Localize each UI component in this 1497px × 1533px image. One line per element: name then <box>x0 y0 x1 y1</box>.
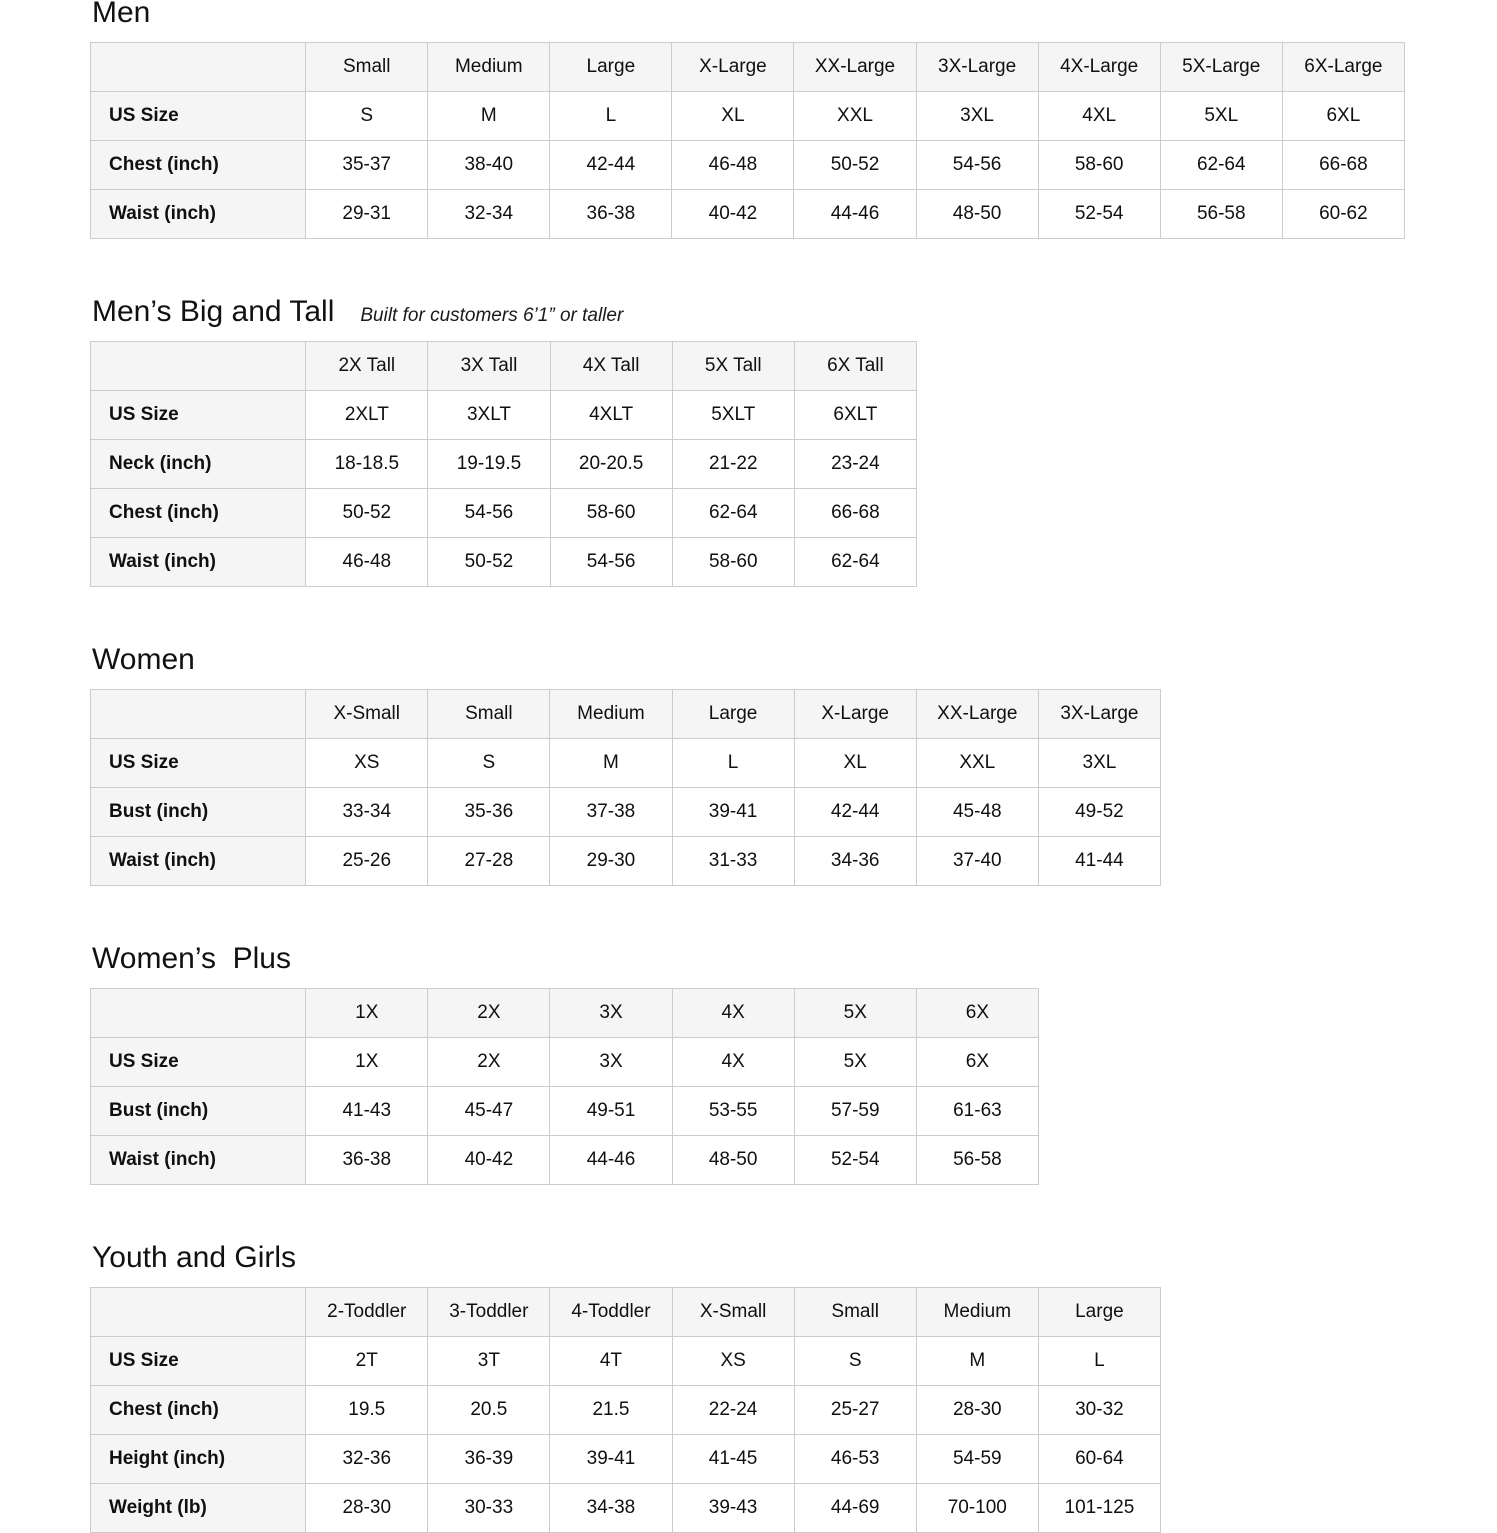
size-cell: 33-34 <box>306 788 428 837</box>
size-cell: 49-52 <box>1038 788 1160 837</box>
section-title-row <box>92 942 1497 975</box>
row-label: Waist (inch) <box>91 538 306 587</box>
size-cell: S <box>306 92 428 141</box>
column-header: Small <box>306 43 428 92</box>
size-cell: 56-58 <box>1160 190 1282 239</box>
size-cell: 46-53 <box>794 1435 916 1484</box>
column-header: Large <box>1038 1288 1160 1337</box>
size-cell: M <box>428 92 550 141</box>
column-header: 4X-Large <box>1038 43 1160 92</box>
size-cell: 34-38 <box>550 1484 672 1533</box>
column-header: Medium <box>428 43 550 92</box>
size-cell: 18-18.5 <box>306 440 428 489</box>
corner-cell <box>91 1288 306 1337</box>
size-cell: 25-27 <box>794 1386 916 1435</box>
women-size-table <box>90 689 1161 886</box>
size-cell: XXL <box>794 92 916 141</box>
youth-and-girls-size-table <box>90 1287 1161 1533</box>
column-header: 4-Toddler <box>550 1288 672 1337</box>
size-cell: 28-30 <box>916 1386 1038 1435</box>
column-header: 6X <box>916 989 1038 1038</box>
size-cell: 2T <box>306 1337 428 1386</box>
column-header: 2-Toddler <box>306 1288 428 1337</box>
section-subtitle-mens-big-and-tall: Built for customers 6’1” or taller <box>360 305 624 326</box>
size-cell: 54-56 <box>550 538 672 587</box>
size-cell: S <box>428 739 550 788</box>
section-title-women: Women <box>92 643 195 676</box>
size-cell: 1X <box>306 1038 428 1087</box>
size-cell: 44-69 <box>794 1484 916 1533</box>
column-header: XX-Large <box>916 690 1038 739</box>
size-cell: 5XLT <box>672 391 794 440</box>
size-cell: 52-54 <box>794 1136 916 1185</box>
size-cell: 25-26 <box>306 837 428 886</box>
size-cell: 3XL <box>916 92 1038 141</box>
table-row <box>91 190 1405 239</box>
size-cell: 21-22 <box>672 440 794 489</box>
size-cell: 35-36 <box>428 788 550 837</box>
column-header-row <box>91 690 1161 739</box>
row-label: Height (inch) <box>91 1435 306 1484</box>
table-row <box>91 391 917 440</box>
size-cell: 2XLT <box>306 391 428 440</box>
size-cell: XS <box>672 1337 794 1386</box>
size-cell: 20.5 <box>428 1386 550 1435</box>
column-header: 4X Tall <box>550 342 672 391</box>
size-cell: 20-20.5 <box>550 440 672 489</box>
row-label: Chest (inch) <box>91 489 306 538</box>
section-title-row <box>92 1241 1497 1274</box>
row-label: US Size <box>91 739 306 788</box>
table-row <box>91 739 1161 788</box>
size-cell: 3T <box>428 1337 550 1386</box>
size-cell: XL <box>672 92 794 141</box>
table-row <box>91 538 917 587</box>
size-cell: 41-43 <box>306 1087 428 1136</box>
column-header: 3-Toddler <box>428 1288 550 1337</box>
size-cell: 19.5 <box>306 1386 428 1435</box>
size-cell: 46-48 <box>306 538 428 587</box>
corner-cell <box>91 690 306 739</box>
size-cell: 4X <box>672 1038 794 1087</box>
column-header: X-Small <box>306 690 428 739</box>
table-row <box>91 1087 1039 1136</box>
column-header-row <box>91 1288 1161 1337</box>
size-section-men <box>90 0 1497 239</box>
size-section-mens-big-and-tall <box>90 295 1497 587</box>
section-title-row <box>92 643 1497 676</box>
size-cell: 40-42 <box>672 190 794 239</box>
size-cell: 6XLT <box>794 391 916 440</box>
size-cell: 44-46 <box>550 1136 672 1185</box>
column-header: Large <box>672 690 794 739</box>
size-cell: 45-48 <box>916 788 1038 837</box>
size-cell: 58-60 <box>672 538 794 587</box>
mens-big-and-tall-size-table <box>90 341 917 587</box>
size-cell: 35-37 <box>306 141 428 190</box>
size-cell: 4XLT <box>550 391 672 440</box>
size-cell: 50-52 <box>306 489 428 538</box>
size-cell: 39-41 <box>550 1435 672 1484</box>
size-cell: 50-52 <box>794 141 916 190</box>
size-cell: S <box>794 1337 916 1386</box>
column-header: Small <box>428 690 550 739</box>
row-label: Neck (inch) <box>91 440 306 489</box>
size-cell: L <box>550 92 672 141</box>
size-cell: 52-54 <box>1038 190 1160 239</box>
size-cell: 39-43 <box>672 1484 794 1533</box>
size-cell: 62-64 <box>1160 141 1282 190</box>
size-cell: 19-19.5 <box>428 440 550 489</box>
size-cell: 4T <box>550 1337 672 1386</box>
size-cell: 70-100 <box>916 1484 1038 1533</box>
table-row <box>91 1484 1161 1533</box>
column-header: XX-Large <box>794 43 916 92</box>
size-cell: 57-59 <box>794 1087 916 1136</box>
size-cell: 41-44 <box>1038 837 1160 886</box>
size-cell: 62-64 <box>794 538 916 587</box>
size-cell: M <box>550 739 672 788</box>
column-header: 3X-Large <box>1038 690 1160 739</box>
size-cell: 48-50 <box>916 190 1038 239</box>
column-header-row <box>91 342 917 391</box>
row-label: US Size <box>91 92 306 141</box>
men-size-table <box>90 42 1405 239</box>
column-header: 2X <box>428 989 550 1038</box>
size-cell: 58-60 <box>1038 141 1160 190</box>
size-cell: 44-46 <box>794 190 916 239</box>
size-cell: 36-38 <box>550 190 672 239</box>
size-cell: 50-52 <box>428 538 550 587</box>
size-cell: XS <box>306 739 428 788</box>
size-cell: 3X <box>550 1038 672 1087</box>
size-cell: 38-40 <box>428 141 550 190</box>
corner-cell <box>91 342 306 391</box>
column-header: X-Small <box>672 1288 794 1337</box>
size-cell: 5XL <box>1160 92 1282 141</box>
section-title-womens-plus: Women’s Plus <box>92 942 291 975</box>
column-header: Medium <box>916 1288 1038 1337</box>
table-row <box>91 1136 1039 1185</box>
size-cell: L <box>672 739 794 788</box>
size-cell: 34-36 <box>794 837 916 886</box>
size-cell: 39-41 <box>672 788 794 837</box>
size-cell: 54-59 <box>916 1435 1038 1484</box>
section-title-row <box>92 295 1497 328</box>
size-cell: 36-39 <box>428 1435 550 1484</box>
size-cell: 61-63 <box>916 1087 1038 1136</box>
size-cell: 28-30 <box>306 1484 428 1533</box>
column-header: X-Large <box>794 690 916 739</box>
size-cell: 58-60 <box>550 489 672 538</box>
row-label: Bust (inch) <box>91 1087 306 1136</box>
column-header-row <box>91 43 1405 92</box>
size-cell: 42-44 <box>794 788 916 837</box>
column-header: Large <box>550 43 672 92</box>
table-row <box>91 141 1405 190</box>
section-title-men: Men <box>92 0 151 29</box>
size-section-women <box>90 643 1497 886</box>
size-cell: 46-48 <box>672 141 794 190</box>
size-cell: 3XLT <box>428 391 550 440</box>
column-header: 6X Tall <box>794 342 916 391</box>
size-cell: M <box>916 1337 1038 1386</box>
row-label: US Size <box>91 391 306 440</box>
column-header: 5X <box>794 989 916 1038</box>
column-header: 5X Tall <box>672 342 794 391</box>
size-cell: 29-31 <box>306 190 428 239</box>
column-header: 5X-Large <box>1160 43 1282 92</box>
size-cell: 54-56 <box>428 489 550 538</box>
size-cell: 53-55 <box>672 1087 794 1136</box>
size-cell: 29-30 <box>550 837 672 886</box>
row-label: Bust (inch) <box>91 788 306 837</box>
size-cell: 27-28 <box>428 837 550 886</box>
size-cell: 66-68 <box>794 489 916 538</box>
column-header: Medium <box>550 690 672 739</box>
row-label: Waist (inch) <box>91 1136 306 1185</box>
size-cell: 37-40 <box>916 837 1038 886</box>
size-cell: 49-51 <box>550 1087 672 1136</box>
row-label: US Size <box>91 1038 306 1087</box>
size-cell: 4XL <box>1038 92 1160 141</box>
corner-cell <box>91 43 306 92</box>
section-title-row <box>92 0 1497 29</box>
size-cell: 21.5 <box>550 1386 672 1435</box>
section-title-youth-and-girls: Youth and Girls <box>92 1241 297 1274</box>
column-header: X-Large <box>672 43 794 92</box>
size-cell: 40-42 <box>428 1136 550 1185</box>
corner-cell <box>91 989 306 1038</box>
size-cell: 66-68 <box>1282 141 1404 190</box>
size-cell: XXL <box>916 739 1038 788</box>
size-cell: 5X <box>794 1038 916 1087</box>
row-label: Waist (inch) <box>91 837 306 886</box>
column-header: 2X Tall <box>306 342 428 391</box>
size-cell: 23-24 <box>794 440 916 489</box>
size-cell: 30-33 <box>428 1484 550 1533</box>
size-cell: 6X <box>916 1038 1038 1087</box>
row-label: Waist (inch) <box>91 190 306 239</box>
size-cell: 60-64 <box>1038 1435 1160 1484</box>
size-cell: 6XL <box>1282 92 1404 141</box>
size-cell: 42-44 <box>550 141 672 190</box>
table-row <box>91 489 917 538</box>
size-cell: 45-47 <box>428 1087 550 1136</box>
size-cell: 2X <box>428 1038 550 1087</box>
size-cell: 62-64 <box>672 489 794 538</box>
size-cell: 37-38 <box>550 788 672 837</box>
size-cell: 48-50 <box>672 1136 794 1185</box>
table-row <box>91 1435 1161 1484</box>
row-label: Chest (inch) <box>91 1386 306 1435</box>
table-row <box>91 92 1405 141</box>
size-cell: 56-58 <box>916 1136 1038 1185</box>
table-row <box>91 837 1161 886</box>
size-cell: 54-56 <box>916 141 1038 190</box>
size-cell: 30-32 <box>1038 1386 1160 1435</box>
table-row <box>91 788 1161 837</box>
womens-plus-size-table <box>90 988 1039 1185</box>
size-cell: 101-125 <box>1038 1484 1160 1533</box>
column-header-row <box>91 989 1039 1038</box>
row-label: Weight (lb) <box>91 1484 306 1533</box>
size-cell: 32-34 <box>428 190 550 239</box>
table-row <box>91 440 917 489</box>
table-row <box>91 1337 1161 1386</box>
size-cell: 32-36 <box>306 1435 428 1484</box>
column-header: 3X <box>550 989 672 1038</box>
table-row <box>91 1038 1039 1087</box>
row-label: Chest (inch) <box>91 141 306 190</box>
column-header: 6X-Large <box>1282 43 1404 92</box>
row-label: US Size <box>91 1337 306 1386</box>
size-cell: 60-62 <box>1282 190 1404 239</box>
column-header: 1X <box>306 989 428 1038</box>
size-section-youth-and-girls <box>90 1241 1497 1533</box>
column-header: Small <box>794 1288 916 1337</box>
size-cell: 36-38 <box>306 1136 428 1185</box>
column-header: 3X-Large <box>916 43 1038 92</box>
size-cell: 3XL <box>1038 739 1160 788</box>
size-section-womens-plus <box>90 942 1497 1185</box>
size-cell: 31-33 <box>672 837 794 886</box>
size-cell: XL <box>794 739 916 788</box>
column-header: 4X <box>672 989 794 1038</box>
size-cell: 41-45 <box>672 1435 794 1484</box>
size-cell: L <box>1038 1337 1160 1386</box>
column-header: 3X Tall <box>428 342 550 391</box>
table-row <box>91 1386 1161 1435</box>
section-title-mens-big-and-tall: Men’s Big and Tall <box>92 295 335 328</box>
size-cell: 22-24 <box>672 1386 794 1435</box>
